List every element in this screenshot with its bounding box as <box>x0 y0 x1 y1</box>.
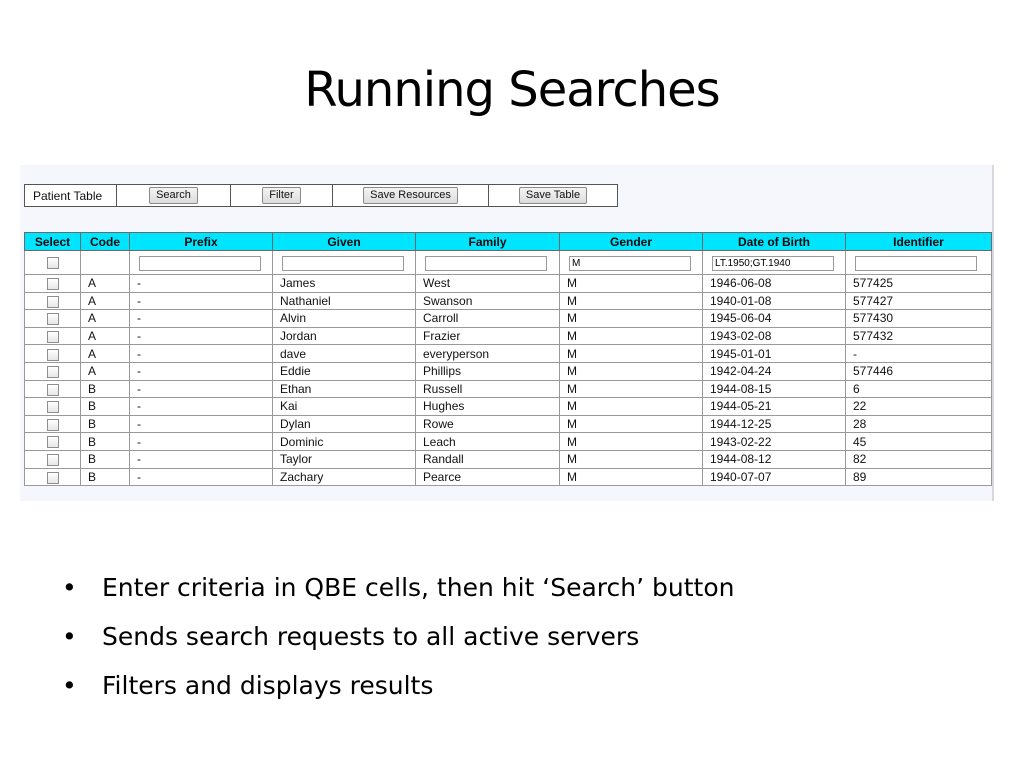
row-checkbox[interactable] <box>47 366 59 378</box>
given-cell: James <box>273 275 416 293</box>
gender-cell: M <box>560 380 703 398</box>
identifier-cell: 28 <box>846 415 992 433</box>
identifier-cell: 577430 <box>846 310 992 328</box>
prefix-cell: - <box>130 433 273 451</box>
save-table-button-cell <box>489 185 617 206</box>
table-row[interactable] <box>25 398 992 416</box>
gender-cell: M <box>560 310 703 328</box>
family-cell: Russell <box>416 380 560 398</box>
select-cell <box>25 345 81 363</box>
identifier-cell: 577427 <box>846 292 992 310</box>
slide-title: Running Searches <box>304 62 720 118</box>
row-checkbox[interactable] <box>47 419 59 431</box>
family-cell: Phillips <box>416 362 560 380</box>
dob-cell: 1944-12-25 <box>703 415 846 433</box>
patient-table <box>24 232 992 486</box>
bullet-list <box>62 569 734 716</box>
col-header-dob[interactable]: Date of Birth <box>703 233 846 251</box>
code-cell: A <box>81 310 130 328</box>
table-body <box>25 275 992 486</box>
save-resources-button-cell <box>333 185 489 206</box>
identifier-cell: 22 <box>846 398 992 416</box>
identifier-cell: 82 <box>846 450 992 468</box>
code-cell: B <box>81 450 130 468</box>
dob-cell: 1945-06-04 <box>703 310 846 328</box>
save-resources-button[interactable]: Save Resources <box>363 187 458 204</box>
table-title: Patient Table <box>25 185 117 206</box>
family-qbe-input[interactable] <box>425 256 547 271</box>
qbe-code-cell <box>81 251 130 275</box>
dob-cell: 1944-05-21 <box>703 398 846 416</box>
given-cell: Ethan <box>273 380 416 398</box>
qbe-checkbox[interactable] <box>47 257 59 269</box>
qbe-row <box>25 251 992 275</box>
dob-cell: 1940-01-08 <box>703 292 846 310</box>
table-row[interactable] <box>25 450 992 468</box>
prefix-cell: - <box>130 275 273 293</box>
given-cell: Nathaniel <box>273 292 416 310</box>
family-cell: West <box>416 275 560 293</box>
qbe-family-cell <box>416 251 560 275</box>
code-cell: A <box>81 362 130 380</box>
prefix-cell: - <box>130 415 273 433</box>
identifier-cell: 577432 <box>846 327 992 345</box>
gender-cell: M <box>560 275 703 293</box>
table-row[interactable] <box>25 327 992 345</box>
identifier-qbe-input[interactable] <box>855 256 977 271</box>
row-checkbox[interactable] <box>47 296 59 308</box>
table-row[interactable] <box>25 433 992 451</box>
prefix-cell: - <box>130 450 273 468</box>
prefix-cell: - <box>130 398 273 416</box>
select-cell <box>25 362 81 380</box>
dob-cell: 1944-08-15 <box>703 380 846 398</box>
qbe-select-cell <box>25 251 81 275</box>
row-checkbox[interactable] <box>47 401 59 413</box>
table-row[interactable] <box>25 275 992 293</box>
col-header-family[interactable]: Family <box>416 233 560 251</box>
given-cell: Dominic <box>273 433 416 451</box>
gender-cell: M <box>560 450 703 468</box>
given-cell: Jordan <box>273 327 416 345</box>
identifier-cell: - <box>846 345 992 363</box>
header-row <box>25 233 992 251</box>
code-cell: B <box>81 398 130 416</box>
family-cell: Hughes <box>416 398 560 416</box>
table-row[interactable] <box>25 468 992 486</box>
family-cell: Rowe <box>416 415 560 433</box>
select-cell <box>25 275 81 293</box>
code-cell: B <box>81 433 130 451</box>
given-cell: Dylan <box>273 415 416 433</box>
table-row[interactable] <box>25 310 992 328</box>
dob-cell: 1940-07-07 <box>703 468 846 486</box>
row-checkbox[interactable] <box>47 454 59 466</box>
prefix-cell: - <box>130 380 273 398</box>
screenshot-edge <box>992 165 994 501</box>
code-cell: B <box>81 380 130 398</box>
prefix-qbe-input[interactable] <box>139 256 261 271</box>
gender-cell: M <box>560 362 703 380</box>
table-row[interactable] <box>25 292 992 310</box>
prefix-cell: - <box>130 327 273 345</box>
col-header-identifier[interactable]: Identifier <box>846 233 992 251</box>
identifier-cell: 577425 <box>846 275 992 293</box>
gender-cell: M <box>560 415 703 433</box>
save-table-button[interactable]: Save Table <box>519 187 587 204</box>
bullet-item: • Sends search requests to all active servers <box>62 618 734 667</box>
row-checkbox[interactable] <box>47 331 59 343</box>
select-cell <box>25 310 81 328</box>
col-header-given[interactable]: Given <box>273 233 416 251</box>
bullet-item: • Enter criteria in QBE cells, then hit ‘Search’ button <box>62 569 734 618</box>
dob-cell: 1944-08-12 <box>703 450 846 468</box>
select-cell <box>25 450 81 468</box>
select-cell <box>25 433 81 451</box>
gender-cell: M <box>560 327 703 345</box>
code-cell: A <box>81 275 130 293</box>
qbe-identifier-cell <box>846 251 992 275</box>
family-cell: Swanson <box>416 292 560 310</box>
table-row[interactable] <box>25 415 992 433</box>
family-cell: Frazier <box>416 327 560 345</box>
qbe-gender-cell <box>560 251 703 275</box>
row-checkbox[interactable] <box>47 472 59 484</box>
row-checkbox[interactable] <box>47 313 59 325</box>
search-button[interactable]: Search <box>149 187 198 204</box>
table-row[interactable] <box>25 362 992 380</box>
gender-cell: M <box>560 398 703 416</box>
col-header-code[interactable]: Code <box>81 233 130 251</box>
code-cell: A <box>81 292 130 310</box>
dob-cell: 1943-02-08 <box>703 327 846 345</box>
given-cell: Taylor <box>273 450 416 468</box>
identifier-cell: 6 <box>846 380 992 398</box>
filter-button-cell <box>231 185 333 206</box>
given-cell: Kai <box>273 398 416 416</box>
family-cell: Carroll <box>416 310 560 328</box>
col-header-gender[interactable]: Gender <box>560 233 703 251</box>
code-cell: B <box>81 415 130 433</box>
select-cell <box>25 415 81 433</box>
col-header-select[interactable]: Select <box>25 233 81 251</box>
app-screenshot <box>20 165 994 501</box>
prefix-cell: - <box>130 292 273 310</box>
qbe-given-cell <box>273 251 416 275</box>
select-cell <box>25 292 81 310</box>
gender-cell: M <box>560 345 703 363</box>
family-cell: Pearce <box>416 468 560 486</box>
given-cell: Zachary <box>273 468 416 486</box>
qbe-dob-cell <box>703 251 846 275</box>
dob-cell: 1942-04-24 <box>703 362 846 380</box>
identifier-cell: 89 <box>846 468 992 486</box>
select-cell <box>25 398 81 416</box>
search-button-cell <box>117 185 231 206</box>
prefix-cell: - <box>130 345 273 363</box>
filter-button[interactable]: Filter <box>262 187 300 204</box>
row-checkbox[interactable] <box>47 278 59 290</box>
family-cell: everyperson <box>416 345 560 363</box>
row-checkbox[interactable] <box>47 349 59 361</box>
dob-cell: 1943-02-22 <box>703 433 846 451</box>
prefix-cell: - <box>130 468 273 486</box>
select-cell <box>25 327 81 345</box>
gender-cell: M <box>560 468 703 486</box>
code-cell: B <box>81 468 130 486</box>
bullet-item: • Filters and displays results <box>62 667 734 716</box>
dob-cell: 1945-01-01 <box>703 345 846 363</box>
dob-qbe-input[interactable] <box>712 256 834 271</box>
select-cell <box>25 468 81 486</box>
select-cell <box>25 380 81 398</box>
gender-qbe-input[interactable] <box>569 256 691 271</box>
gender-cell: M <box>560 433 703 451</box>
prefix-cell: - <box>130 310 273 328</box>
prefix-cell: - <box>130 362 273 380</box>
gender-cell: M <box>560 292 703 310</box>
identifier-cell: 45 <box>846 433 992 451</box>
toolbar <box>24 184 618 207</box>
given-qbe-input[interactable] <box>282 256 404 271</box>
table-row[interactable] <box>25 345 992 363</box>
given-cell: Alvin <box>273 310 416 328</box>
code-cell: A <box>81 345 130 363</box>
qbe-prefix-cell <box>130 251 273 275</box>
code-cell: A <box>81 327 130 345</box>
dob-cell: 1946-06-08 <box>703 275 846 293</box>
row-checkbox[interactable] <box>47 436 59 448</box>
family-cell: Randall <box>416 450 560 468</box>
family-cell: Leach <box>416 433 560 451</box>
identifier-cell: 577446 <box>846 362 992 380</box>
given-cell: Eddie <box>273 362 416 380</box>
given-cell: dave <box>273 345 416 363</box>
table-row[interactable] <box>25 380 992 398</box>
row-checkbox[interactable] <box>47 384 59 396</box>
col-header-prefix[interactable]: Prefix <box>130 233 273 251</box>
